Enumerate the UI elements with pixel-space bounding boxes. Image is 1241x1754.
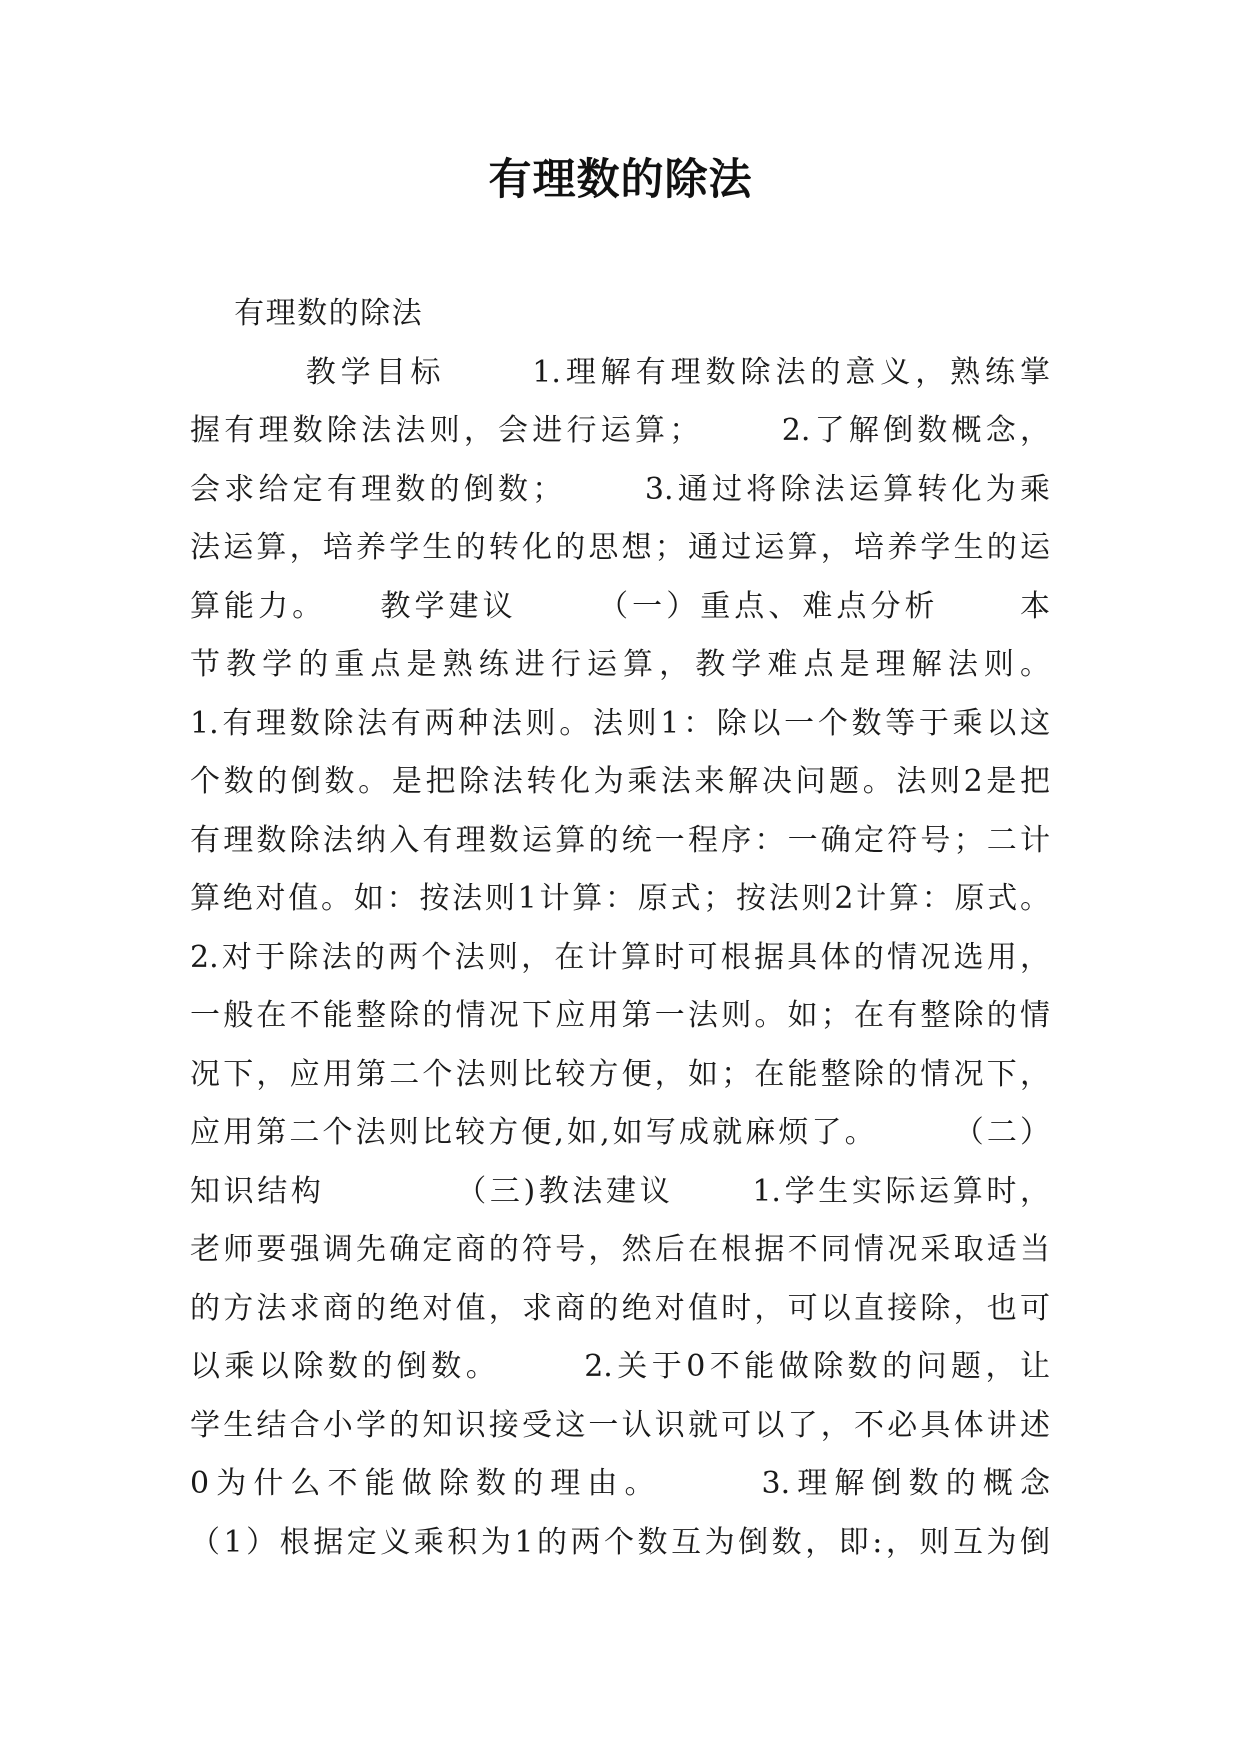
text-line: 况下，应用第二个法则比较方便，如；在能整除的情况下， xyxy=(190,1056,1050,1092)
text-line: 会求给定有理数的倒数； 3.通过将除法运算转化为乘 xyxy=(190,471,1050,507)
text-line: 有理数的除法 xyxy=(190,296,424,331)
text-line: 握有理数除法法则，会进行运算； 2.了解倒数概念， xyxy=(190,413,1050,448)
text-line: （1）根据定义乘积为1的两个数互为倒数，即:，则互为倒 xyxy=(190,1524,1050,1560)
text-line: 算能力。 教学建议 （一）重点、难点分析 本 xyxy=(190,588,1050,624)
text-line: 有理数除法纳入有理数运算的统一程序：一确定符号；二计 xyxy=(190,822,1050,858)
text-line: 以乘以除数的倒数。 2.关于0不能做除数的问题，让 xyxy=(190,1349,1050,1384)
text-line: 教学目标 1.理解有理数除法的意义，熟练掌 xyxy=(190,354,1050,390)
text-line: 0为什么不能做除数的理由。 3.理解倒数的概念 xyxy=(190,1466,1050,1501)
text-line: 节教学的重点是熟练进行运算，教学难点是理解法则。 xyxy=(190,647,1050,682)
text-line: 法运算，培养学生的转化的思想；通过运算，培养学生的运 xyxy=(190,530,1050,565)
text-line: 的方法求商的绝对值，求商的绝对值时，可以直接除，也可 xyxy=(190,1290,1050,1326)
text-line: 一般在不能整除的情况下应用第一法则。如；在有整除的情 xyxy=(190,998,1050,1033)
text-line: 应用第二个法则比较方便,如,如写成就麻烦了。 （二） xyxy=(190,1115,1050,1150)
document-body xyxy=(190,285,1050,1572)
text-line: 2.对于除法的两个法则，在计算时可根据具体的情况选用， xyxy=(190,939,1050,975)
text-line: 知识结构 （三)教法建议 1.学生实际运算时， xyxy=(190,1173,1050,1209)
text-line: 老师要强调先确定商的符号，然后在根据不同情况采取适当 xyxy=(190,1232,1050,1267)
text-line: 1.有理数除法有两种法则。法则1：除以一个数等于乘以这 xyxy=(190,705,1050,741)
document-title: 有理数的除法 xyxy=(488,155,753,205)
text-line: 个数的倒数。是把除法转化为乘法来解决问题。法则2是把 xyxy=(190,764,1050,799)
text-line: 算绝对值。如：按法则1计算：原式；按法则2计算：原式。 xyxy=(190,881,1050,916)
text-line: 学生结合小学的知识接受这一认识就可以了，不必具体讲述 xyxy=(190,1407,1050,1443)
